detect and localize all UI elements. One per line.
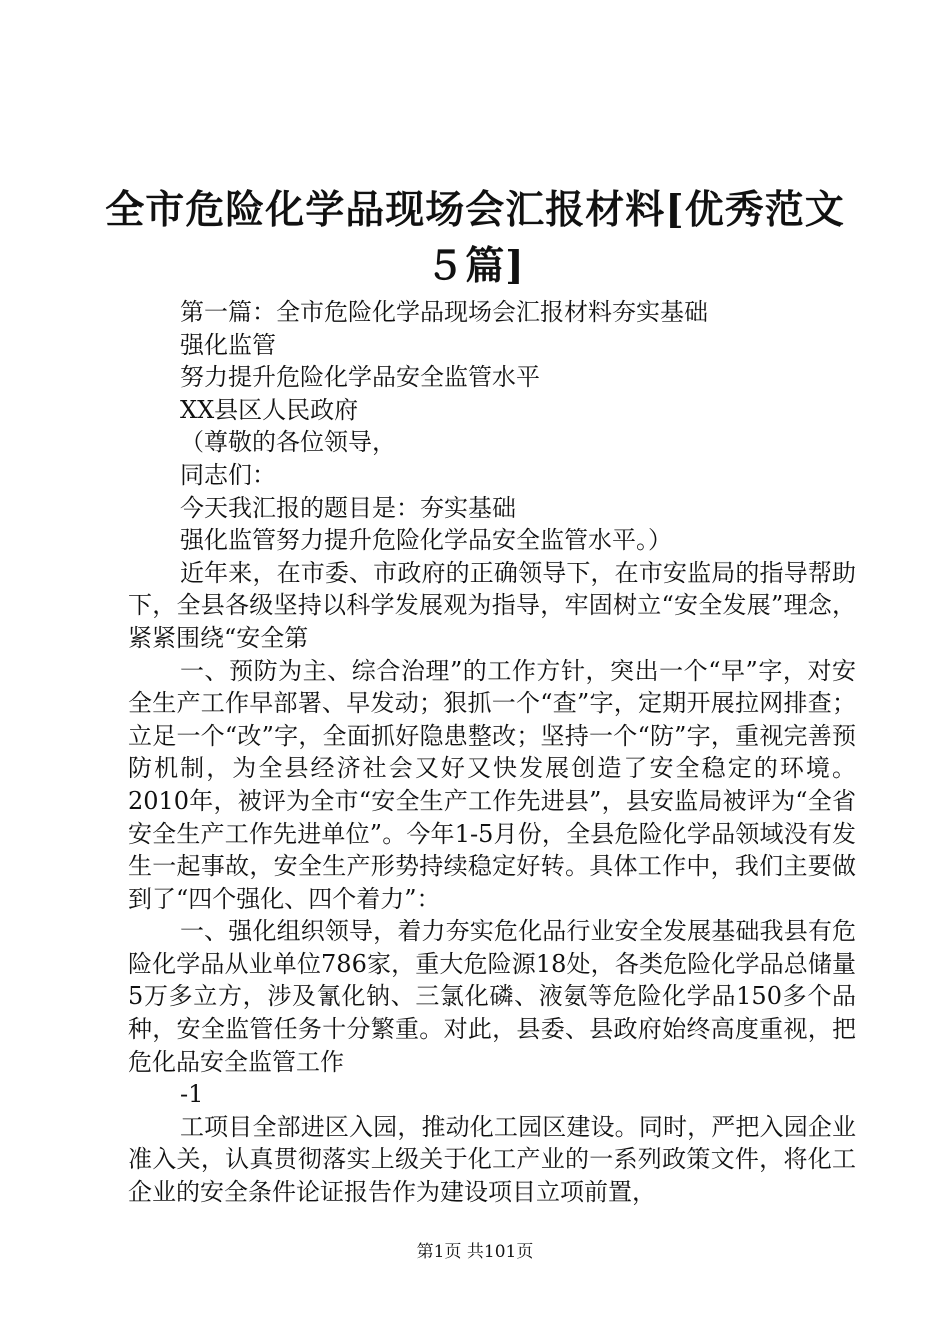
paragraph-heading-3: 努力提升危险化学品安全监管水平 — [180, 363, 540, 392]
paragraph-topic-1: 今天我汇报的题目是：夯实基础 — [180, 493, 516, 522]
paragraph-topic-2: 强化监管努力提升危险化学品安全监管水平。） — [180, 526, 672, 555]
document-body — [128, 296, 856, 1209]
paragraph-heading-1: 第一篇：全市危险化学品现场会汇报材料夯实基础 — [180, 298, 708, 326]
paragraph-policy: 一、预防为主、综合治理”的工作方针，突出一个“早”字，对安全生产工作早部署、早发动；狠抓一个“查”字，定期开展拉网排查；立足一个“改”字，全面抓好隐患整改；坚持一个“防”字，重视完善预防机制，为全县经济社会又好又快发展创造了安全稳定的环境。2010年，被评为全市“安全生产工作先进县”，县安监局被评为“全省安全生产工作先进单位”。今年1-5月份，全县危险化学品领域没有发生一起事故，安全生产形势持续稳定好转。具体工作中，我们主要做到了“四个强化、四个着力”： — [128, 656, 856, 913]
paragraph-continuation: 工项目全部进区入园，推动化工园区建设。同时，严把入园企业准入关，认真贯彻落实上级关于化工产业的一系列政策文件，将化工企业的安全条件论证报告作为建设项目立项前置， — [128, 1112, 856, 1207]
paragraph-intro: 近年来，在市委、市政府的正确领导下，在市安监局的指导帮助下，全县各级坚持以科学发展观为指导，牢固树立“安全发展”理念，紧紧围绕“安全第 — [128, 558, 856, 652]
paragraph-section-1: 一、强化组织领导，着力夯实危化品行业安全发展基础我县有危险化学品从业单位786家，重大危险源18处，各类危险化学品总储量5万多立方，涉及氰化钠、三氯化磷、液氨等危险化学品150多个品种，安全监管任务十分繁重。对此，县委、县政府始终高度重视，把危化品安全监管工作 — [128, 917, 856, 1076]
paragraph-salutation-1: （尊敬的各位领导， — [180, 428, 396, 457]
paragraph-organization: XX县区人民政府 — [180, 395, 359, 424]
paragraph-heading-2: 强化监管 — [180, 330, 276, 359]
page-footer: 第1页 共101页 — [416, 1242, 534, 1262]
paragraph-page-marker: -1 — [180, 1080, 204, 1109]
document-title: 全市危险化学品现场会汇报材料[优秀范文５篇] — [105, 187, 845, 289]
paragraph-salutation-2: 同志们： — [180, 460, 276, 489]
